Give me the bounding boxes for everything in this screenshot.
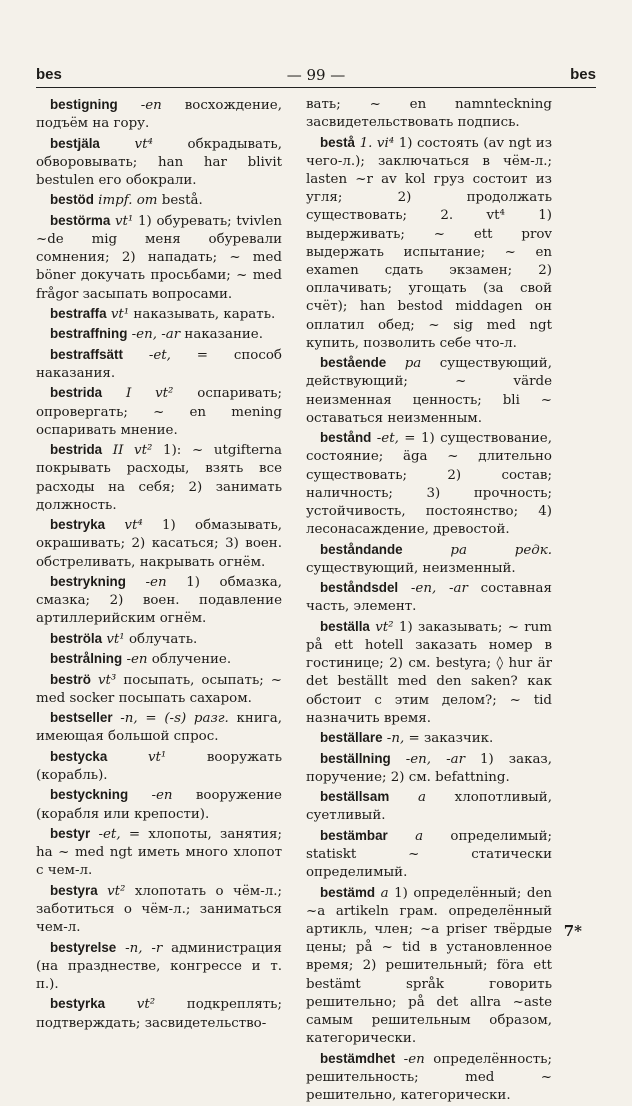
entry-grammar: -en [151, 788, 173, 804]
entry-headword: beställning [320, 750, 391, 766]
entry-headword: bestöd [50, 192, 94, 208]
entry-grammar: -en [126, 652, 148, 668]
entry-definition: 1) существование, состояние; äga ~ длительно существовать; 2) состав; наличность; 3) прочность; устойчивость, постоянство; 4) лесонасаждение, древостой. [306, 431, 552, 538]
dictionary-entry [36, 346, 282, 383]
entry-definition: 1) обмазка, смазка; 2) воен. подавление артиллерийским огнём. [36, 574, 282, 627]
entry-headword: bestå [320, 134, 355, 150]
entry-grammar: vt⁴ [124, 518, 143, 534]
running-header [36, 66, 596, 84]
entry-headword: bestyra [50, 882, 98, 898]
dictionary-entry [36, 709, 282, 746]
dictionary-entry [36, 573, 282, 629]
entry-headword: bestämdhet [320, 1050, 396, 1066]
entry-grammar: vt³ [97, 672, 117, 688]
dictionary-entry [306, 884, 552, 1049]
entry-grammar: pa редк. [450, 542, 552, 558]
entry-grammar: -en [403, 1051, 425, 1067]
entry-definition: 1) определённый; den ~a artikeln грам. определённый артикль, член; ~a priser твёрдые цены; på ~ tid в установленное время; 2) решительный; föra ett bestämt språk говорить решительно; på det allra ~aste самым решительным образом, категорически. [306, 885, 552, 1047]
entry-grammar: -n, -r [125, 940, 163, 956]
entry-grammar: -en [140, 98, 162, 113]
entry-definition: 1): ~ utgifterna покрывать расходы, взять все расходы на себя; 2) занимать должность. [36, 443, 283, 513]
entry-definition: оспаривать; опровергать; ~ en mening оспаривать мнение. [36, 386, 282, 438]
entry-headword: bestrålning [50, 651, 123, 667]
dictionary-entry [306, 134, 552, 353]
entry-grammar: I vt² [125, 386, 174, 402]
entry-grammar: -n, = [386, 731, 420, 747]
entry-grammar: -n, = (-s) разг. [120, 711, 229, 727]
entry-definition: хлопотать о чём-л.; заботиться о чём-л.; заниматься чем-л. [36, 883, 283, 936]
entry-definition: администрация (на празднестве, конгрессе и т. п.). [36, 940, 282, 992]
entry-headword: bestjäla [50, 135, 100, 151]
dictionary-entry [306, 429, 552, 539]
dictionary-entry [36, 786, 282, 823]
entry-headword: bestyr [50, 825, 91, 841]
entry-headword: bestycka [50, 748, 108, 764]
dictionary-entry [36, 212, 282, 304]
entry-headword: bestraffa [50, 305, 107, 321]
dictionary-entry [306, 579, 552, 616]
entry-headword: bestigning [50, 97, 118, 112]
entry-definition: заказчик. [423, 731, 494, 747]
entry-grammar: -et, = [98, 826, 141, 842]
entry-grammar: a [380, 885, 389, 901]
dictionary-entry [36, 748, 282, 785]
dictionary-entry [306, 354, 552, 428]
dictionary-entry [36, 995, 282, 1032]
dictionary-entry [36, 671, 282, 708]
entry-definition: книга, имеющая большой спрос. [36, 711, 283, 745]
entry-definition: подкреплять; подтверждать; засвидетельство- [36, 997, 282, 1031]
entry-headword: bestämd [320, 884, 376, 900]
dictionary-entry [306, 827, 552, 883]
entry-grammar: -en, -ar [131, 327, 181, 343]
header-left-guideword: bes [36, 66, 62, 83]
dictionary-entry [306, 788, 552, 825]
entry-headword: beströ [50, 671, 91, 687]
entry-headword: bestämbar [320, 827, 388, 843]
dictionary-entry [36, 384, 282, 440]
entry-headword: bestseller [50, 710, 113, 726]
entry-headword: bestyrelse [50, 939, 117, 955]
entry-grammar: vt¹ [110, 306, 130, 322]
entry-headword: beställa [320, 618, 370, 634]
entry-definition: определимый; statiskt ~ статически определимый. [306, 828, 552, 881]
entry-headword: bestånd [320, 430, 372, 446]
entry-definition: существующий, действующий; ~ värde неизменная ценность; bli ~ оставаться неизменным. [306, 356, 552, 426]
entry-definition: вооружение (корабля или крепости). [36, 788, 282, 822]
entry-headword: bestrykning [50, 573, 126, 589]
entry-definition: 1) заказывать; ~ rum på ett hotell заказать номер в гостинице; 2) см. bestyra; ◊ hur är det beställt med den saken? как обстоит с этим делом?; ~ tid назначить время. [306, 619, 552, 726]
entry-definition: 1) заказ, поручение; 2) см. befattning. [306, 751, 552, 785]
entry-headword: bestrida [50, 442, 103, 458]
entry-grammar: vt² [375, 619, 394, 635]
entry-definition: вооружать (корабль). [36, 749, 282, 783]
dictionary-entry [36, 191, 282, 210]
entry-headword: beståndande [320, 541, 403, 557]
entry-definition: восхождение, подъём на гору. [36, 98, 282, 132]
entry-headword: bestrida [50, 385, 103, 401]
dictionary-entry [306, 541, 552, 578]
entry-definition: наказывать, карать. [133, 306, 276, 322]
entry-grammar: -et, [148, 347, 171, 363]
entry-headword: beställsam [320, 789, 390, 805]
dictionary-entry [36, 135, 282, 191]
dictionary-entry [306, 729, 552, 748]
header-right-guideword: bes [570, 66, 596, 83]
dictionary-entry [36, 630, 282, 649]
entry-headword: bestörma [50, 212, 111, 228]
dictionary-entry [306, 750, 552, 787]
entry-grammar: vt¹ [106, 631, 125, 647]
entry-grammar: vt² [107, 883, 126, 899]
entry-definition: вать; ~ en namnteckning засвидетельствовать подпись. [306, 97, 552, 131]
entry-definition: определённость; решительность; med ~ решительно, категорически. [306, 1051, 552, 1104]
entry-definition: существующий, неизменный. [306, 560, 516, 576]
entry-grammar: a [417, 790, 426, 806]
entry-headword: bestraffning [50, 326, 128, 342]
dictionary-entry [36, 650, 282, 669]
entry-definition: посыпать, осыпать; ~ med socker посыпать сахаром. [36, 672, 282, 706]
dictionary-entry [306, 96, 552, 132]
dictionary-entry [306, 1050, 552, 1106]
entry-grammar: -en [145, 574, 167, 590]
entry-headword: bestyckning [50, 787, 129, 803]
entry-definition: 1) состоять (av ngt из чего-л.); заключаться в чём-л.; lasten ~r av kol груз состоит из угля; 2) продолжать существовать; 2. vt⁴ 1) выдерживать; ~ ett prov выдержать испытание; ~ en examen сдать экзамен; 2) оплачивать; угощать (за свой счёт); han bestod middagen он оплатил обед; ~ sig med ngt купить, позволить себе что-л. [306, 135, 553, 351]
entry-definition: облучение. [151, 652, 232, 668]
entry-definition: bestå. [161, 193, 203, 209]
entry-grammar: vt⁴ [134, 136, 153, 152]
entry-grammar: vt² [136, 997, 156, 1013]
entry-grammar: -et, = [376, 431, 416, 447]
entry-headword: bestraffsätt [50, 346, 123, 362]
entry-definition: обкрадывать, обворовывать; han har blivit bestulen его обокрали. [36, 136, 282, 188]
dictionary-entry [36, 882, 282, 938]
entry-grammar: II vt² [112, 443, 153, 459]
entry-grammar: -en, -ar [410, 581, 468, 597]
dictionary-entry [36, 939, 282, 995]
entry-grammar: vt¹ [114, 213, 134, 229]
entry-headword: beståndsdel [320, 580, 399, 596]
dictionary-entry [36, 441, 282, 515]
entry-headword: bestyrka [50, 996, 106, 1012]
signature-mark: 7* [563, 922, 582, 940]
entry-headword: beströla [50, 630, 103, 646]
entry-grammar: pa [404, 356, 422, 372]
entry-grammar: a [415, 828, 424, 844]
entry-grammar: -en, -ar [405, 751, 465, 767]
dictionary-entry [36, 96, 282, 133]
entry-grammar: vt¹ [147, 749, 167, 765]
left-column [36, 96, 282, 1034]
dictionary-entry [36, 825, 282, 881]
entry-definition: 1) обуревать; tvivlen ~de mig меня обуревали сомнения; 2) нападать; ~ med böner докучать просьбами; ~ med frågor засыпать вопросами. [36, 213, 282, 302]
entry-definition: составная часть, элемент. [306, 581, 552, 615]
entry-definition: хлопотливый, суетливый. [306, 790, 552, 824]
entry-definition: хлопоты, занятия; ha ~ med ngt иметь много хлопот с чем-л. [36, 826, 282, 879]
dictionary-entry [306, 618, 552, 728]
entry-definition: наказание. [184, 327, 263, 343]
dictionary-entry [36, 516, 282, 572]
entry-headword: bestryka [50, 517, 106, 533]
right-column [306, 96, 552, 1106]
dictionary-entry [36, 305, 282, 324]
header-rule [36, 87, 596, 88]
entry-grammar: 1. vi⁴ [359, 135, 395, 151]
entry-definition: = способ наказания. [36, 347, 282, 381]
dictionary-entry [36, 325, 282, 344]
entry-headword: bestående [320, 355, 387, 371]
entry-definition: облучать. [128, 631, 198, 647]
entry-grammar: impf. om [98, 193, 158, 209]
entry-definition: 1) обмазывать, окрашивать; 2) касаться; 3) воен. обстреливать, накрывать огнём. [36, 518, 283, 570]
page-number: — 99 — [286, 66, 346, 84]
entry-headword: beställare [320, 730, 383, 746]
